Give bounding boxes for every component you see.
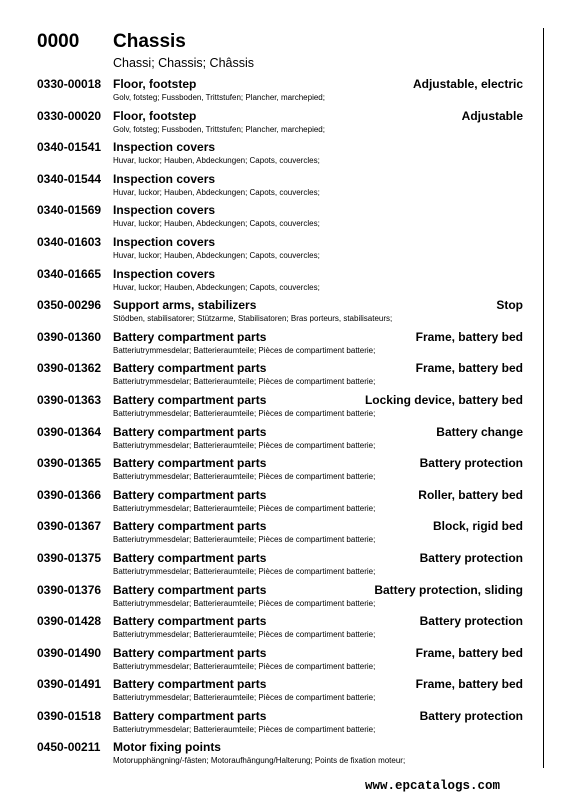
entry-name: Battery compartment parts xyxy=(113,361,267,376)
entry-name: Motor fixing points xyxy=(113,740,221,755)
entry-code: 0390-01491 xyxy=(37,677,102,692)
entry-name: Floor, footstep xyxy=(113,77,197,91)
entry-code: 0390-01366 xyxy=(37,487,102,502)
list-item xyxy=(37,267,523,299)
entry-translations: Batteriutrymmesdelar; Batterieraumteile; Pièces de compartiment batterie; xyxy=(113,535,376,545)
entry-name: Inspection covers xyxy=(113,140,216,155)
entry-name: Battery compartment parts xyxy=(113,392,267,407)
list-item xyxy=(37,488,523,520)
entry-translations: Batteriutrymmesdelar; Batterieraumteile; Pièces de compartiment batterie; xyxy=(113,693,376,703)
entry-translations: Golv, fotsteg; Fussboden, Trittstufen; Plancher, marchepied; xyxy=(113,93,325,102)
entry-code: 0390-01490 xyxy=(37,645,102,660)
entry-translations: Huvar, luckor; Hauben, Abdeckungen; Capots, couvercles; xyxy=(113,187,320,197)
entry-variant: Stop xyxy=(496,298,523,313)
entry-variant: Battery protection xyxy=(419,456,523,471)
entry-translations: Batteriutrymmesdelar; Batterieraumteile; Pièces de compartiment batterie; xyxy=(113,598,376,608)
entry-name: Inspection covers xyxy=(113,266,216,281)
entry-name: Battery compartment parts xyxy=(113,550,267,565)
entry-code: 0390-01362 xyxy=(37,361,102,376)
entry-list xyxy=(37,77,523,772)
right-margin-rule xyxy=(543,28,544,768)
list-item xyxy=(37,677,523,709)
entry-variant: Battery protection xyxy=(419,614,523,629)
entry-name: Battery compartment parts xyxy=(113,614,267,629)
list-item xyxy=(37,140,523,172)
entry-variant: Battery protection, sliding xyxy=(374,582,523,597)
entry-name: Battery compartment parts xyxy=(113,456,267,471)
entry-code: 0340-01544 xyxy=(37,171,102,186)
entry-translations: Batteriutrymmesdelar; Batterieraumteile; Pièces de compartiment batterie; xyxy=(113,472,376,482)
entry-name: Battery compartment parts xyxy=(113,424,267,439)
entry-code: 0340-01541 xyxy=(37,140,102,155)
entry-variant: Block, rigid bed xyxy=(432,519,523,534)
entry-translations: Batteriutrymmesdelar; Batterieraumteile; Pièces de compartiment batterie; xyxy=(113,661,376,671)
entry-translations: Batteriutrymmesdelar; Batterieraumteile; Pièces de compartiment batterie; xyxy=(113,630,376,640)
entry-code: 0340-01569 xyxy=(37,203,102,218)
list-item xyxy=(37,709,523,741)
entry-variant: Battery change xyxy=(436,424,523,439)
entry-code: 0390-01363 xyxy=(37,392,102,407)
entry-code: 0390-01367 xyxy=(37,519,102,534)
entry-code: 0390-01375 xyxy=(37,550,102,565)
list-item xyxy=(37,361,523,393)
entry-name: Battery compartment parts xyxy=(113,329,267,344)
entry-name: Battery compartment parts xyxy=(113,708,267,723)
entry-translations: Batteriutrymmesdelar; Batterieraumteile; Pièces de compartiment batterie; xyxy=(113,566,376,576)
entry-translations: Batteriutrymmesdelar; Batterieraumteile; Pièces de compartiment batterie; xyxy=(113,503,376,513)
section-title: Chassis xyxy=(113,31,186,52)
entry-code: 0330-00020 xyxy=(37,108,102,123)
entry-name: Inspection covers xyxy=(113,171,216,186)
entry-translations: Golv, fotsteg; Fussboden, Trittstufen; Plancher, marchepied; xyxy=(113,124,325,134)
entry-translations: Motorupphängning/-fästen; Motoraufhängung/Halterung; Points de fixation moteur; xyxy=(113,756,406,766)
entry-translations: Huvar, luckor; Hauben, Abdeckungen; Capots, couvercles; xyxy=(113,250,320,260)
entry-translations: Batteriutrymmesdelar; Batterieraumteile; Pièces de compartiment batterie; xyxy=(113,377,376,387)
list-item xyxy=(37,109,523,141)
entry-variant: Frame, battery bed xyxy=(415,329,523,344)
entry-translations: Huvar, luckor; Hauben, Abdeckungen; Capots, couvercles; xyxy=(113,156,320,166)
entry-code: 0340-01603 xyxy=(37,234,102,249)
entry-name: Battery compartment parts xyxy=(113,677,267,692)
entry-code: 0350-00296 xyxy=(37,298,102,313)
entry-variant: Adjustable xyxy=(461,108,523,123)
list-item xyxy=(37,330,523,362)
list-item xyxy=(37,172,523,204)
entry-code: 0390-01364 xyxy=(37,424,102,439)
entry-code: 0390-01376 xyxy=(37,582,102,597)
list-item xyxy=(37,519,523,551)
entry-name: Inspection covers xyxy=(113,234,216,249)
list-item xyxy=(37,298,523,330)
entry-variant: Battery protection xyxy=(419,708,523,723)
list-item xyxy=(37,77,523,109)
entry-code: 0390-01360 xyxy=(37,329,102,344)
list-item xyxy=(37,583,523,615)
footer-watermark[interactable]: www.epcatalogs.com xyxy=(365,779,501,793)
entry-variant: Roller, battery bed xyxy=(418,487,523,502)
entry-translations: Batteriutrymmesdelar; Batterieraumteile; Pièces de compartiment batterie; xyxy=(113,408,376,418)
entry-translations: Batteriutrymmesdelar; Batterieraumteile; Pièces de compartiment batterie; xyxy=(113,440,376,450)
entry-variant: Frame, battery bed xyxy=(415,677,523,692)
entry-translations: Batteriutrymmesdelar; Batterieraumteile; Pièces de compartiment batterie; xyxy=(113,724,376,734)
list-item xyxy=(37,614,523,646)
entry-code: 0390-01428 xyxy=(37,614,102,629)
entry-code: 0450-00211 xyxy=(37,740,101,755)
entry-variant: Battery protection xyxy=(419,550,523,565)
section-subtitle: Chassi; Chassis; Châssis xyxy=(113,56,255,70)
entry-name: Battery compartment parts xyxy=(113,645,267,660)
entry-name: Battery compartment parts xyxy=(113,519,267,534)
entry-variant: Frame, battery bed xyxy=(415,361,523,376)
entry-name: Support arms, stabilizers xyxy=(113,298,257,313)
entry-variant: Locking device, battery bed xyxy=(364,392,523,407)
entry-code: 0330-00018 xyxy=(37,77,102,91)
list-item xyxy=(37,235,523,267)
entry-translations: Huvar, luckor; Hauben, Abdeckungen; Capots, couvercles; xyxy=(113,282,320,292)
entry-code: 0390-01365 xyxy=(37,456,102,471)
entry-translations: Stödben, stabilisatorer; Stützarme, Stabilisatoren; Bras porteurs, stabilisateurs; xyxy=(113,314,393,324)
list-item xyxy=(37,551,523,583)
entry-variant: Adjustable, electric xyxy=(412,77,523,91)
list-item xyxy=(37,456,523,488)
entry-translations: Huvar, luckor; Hauben, Abdeckungen; Capots, couvercles; xyxy=(113,219,320,229)
list-item xyxy=(37,425,523,457)
entry-name: Battery compartment parts xyxy=(113,487,267,502)
section-code: 0000 xyxy=(37,31,80,52)
list-item xyxy=(37,646,523,678)
entry-name: Battery compartment parts xyxy=(113,582,267,597)
entry-name: Inspection covers xyxy=(113,203,216,218)
entry-code: 0390-01518 xyxy=(37,708,102,723)
entry-name: Floor, footstep xyxy=(113,108,197,123)
entry-code: 0340-01665 xyxy=(37,266,102,281)
entry-variant: Frame, battery bed xyxy=(415,645,523,660)
list-item xyxy=(37,393,523,425)
list-item xyxy=(37,740,523,772)
entry-translations: Batteriutrymmesdelar; Batterieraumteile; Pièces de compartiment batterie; xyxy=(113,345,376,355)
list-item xyxy=(37,203,523,235)
